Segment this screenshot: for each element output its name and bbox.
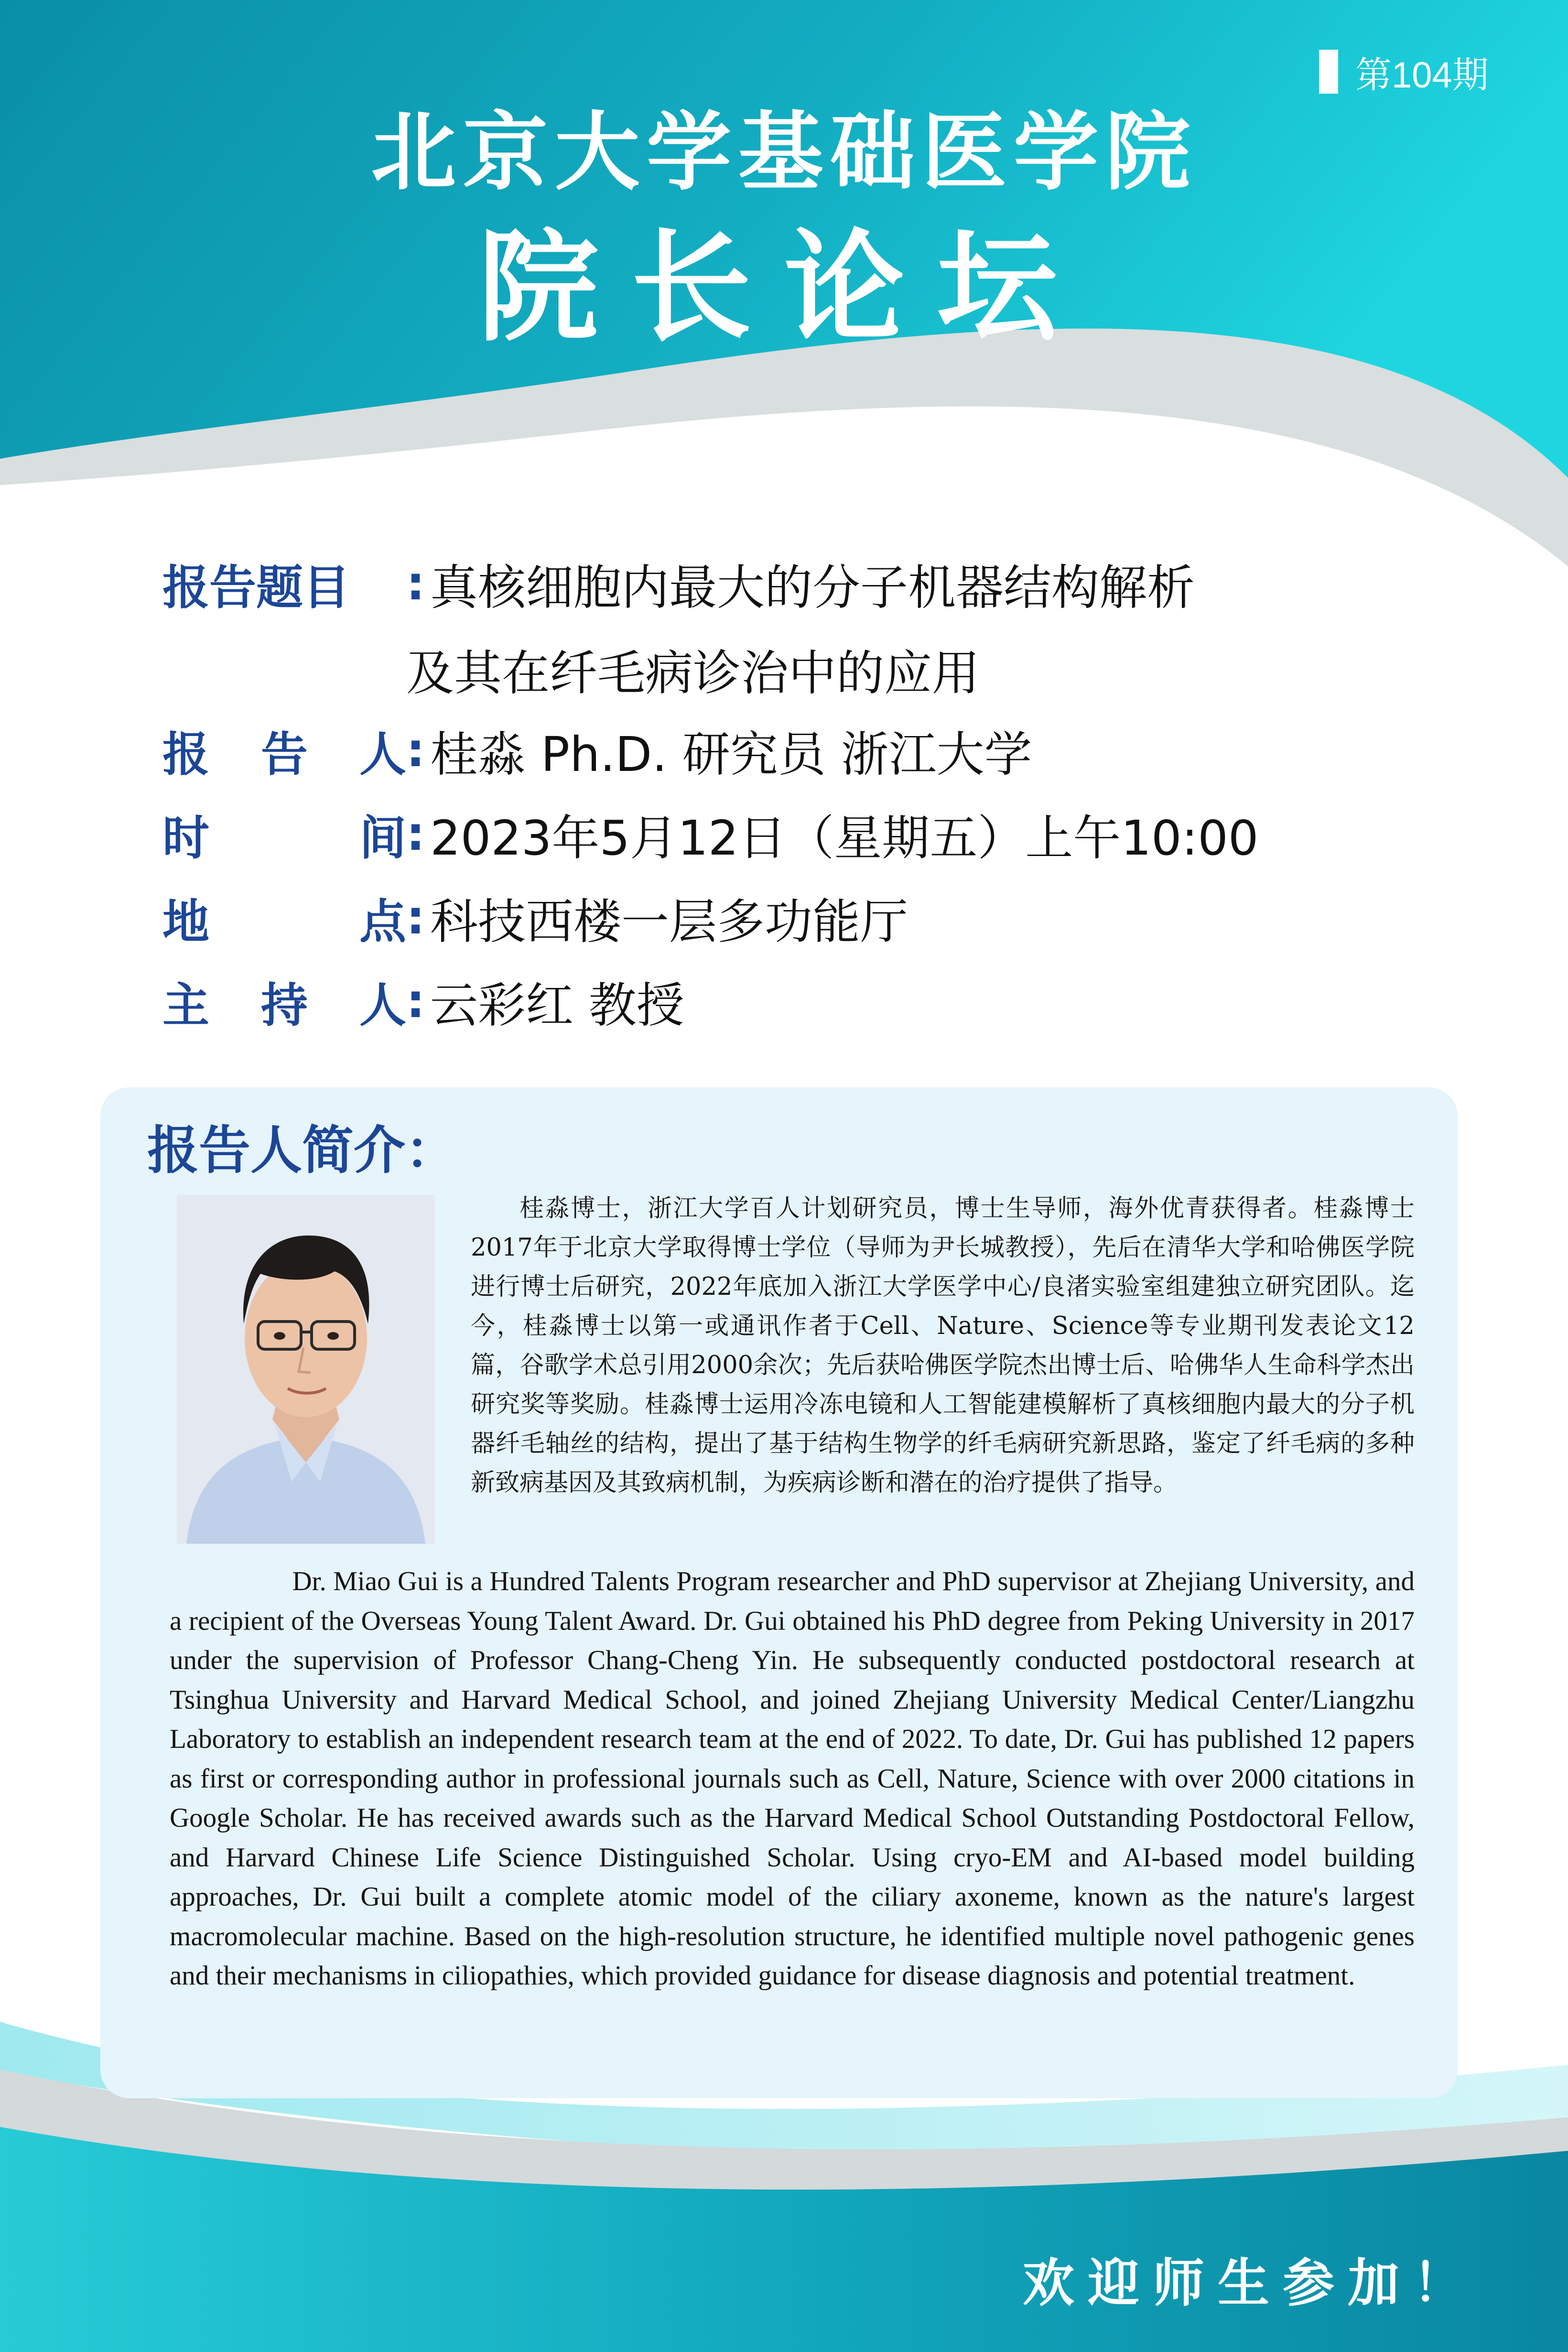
- info-value-time: 2023年5月12日（星期五）上午10:00: [430, 810, 1259, 866]
- school-title: 北京大学基础医学院: [371, 103, 1197, 202]
- info-row-host: [162, 965, 684, 1037]
- info-colon: :: [406, 723, 425, 778]
- label-char: 点: [359, 894, 406, 949]
- bio-english: Dr. Miao Gui is a Hundred Talents Program researcher and PhD supervisor at Zhejiang University, and a recipient of the Overseas Young Talent Award. Dr. Gui obtained his PhD degree from Peking University in 2017 under the supervision of Professor Chang-Cheng Yin. He subsequently conducted postdoctoral research at Tsinghua University and Harvard Medical School, and joined Zhejiang University Medical Center/Liangzhu Laboratory to establish an independent research team at the end of 2022. To date, Dr. Gui has published 12 papers as first or corresponding author in professional journals such as Cell, Nature, Science with over 2000 citations in Google Scholar. He has received awards such as the Harvard Medical School Outstanding Postdoctoral Fellow, and Harvard Chinese Life Science Distinguished Scholar. Using cryo-EM and AI-based model building approaches, Dr. Gui built a complete atomic model of the ciliary axoneme, known as the nature's largest macromolecular machine. Based on the high-resolution structure, he identified multiple novel pathogenic genes and their mechanisms in ciliopathies, which provided guidance for disease diagnosis and potential treatment.: [170, 1566, 1415, 1991]
- issue-text: 第104期: [1355, 54, 1489, 96]
- info-row-time: [162, 798, 1259, 870]
- info-value-host: 云彩红 教授: [430, 977, 684, 1033]
- label-char: 主: [162, 978, 210, 1033]
- info-value-speaker: 桂淼 Ph.D. 研究员 浙江大学: [430, 726, 1032, 782]
- bio-chinese: 桂淼博士，浙江大学百人计划研究员，博士生导师，海外优青获得者。桂淼博士2017年于北京大学取得博士学位（导师为尹长城教授），先后在清华大学和哈佛医学院进行博士后研究，2022年底加入浙江大学医学中心/良渚实验室组建独立研究团队。迄今，桂淼博士以第一或通讯作者于Cell、Nature、Science等专业期刊发表论文12篇，谷歌学术总引用2000余次；先后获哈佛医学院杰出博士后、哈佛华人生命科学杰出研究奖等奖励。桂淼博士运用冷冻电镜和人工智能建模解析了真核细胞内最大的分子机器纤毛轴丝的结构，提出了基于结构生物学的纤毛病研究新思路，鉴定了纤毛病的多种新致病基因及其致病机制，为疾病诊断和潜在的治疗提供了指导。: [471, 1194, 1415, 1497]
- info-colon: :: [406, 974, 425, 1029]
- info-label-speaker: [162, 717, 406, 784]
- label-char: 间: [359, 811, 406, 866]
- info-row-topic: [162, 548, 1195, 619]
- label-char: 时: [162, 811, 210, 866]
- info-row-location: [162, 882, 908, 954]
- label-char: 人: [359, 978, 406, 1033]
- info-label-host: [162, 968, 406, 1035]
- info-colon: :: [406, 890, 425, 945]
- label-char: 持: [260, 978, 308, 1033]
- info-value-topic: 真核细胞内最大的分子机器结构解析: [430, 560, 1195, 616]
- speaker-photo: [177, 1195, 435, 1544]
- info-colon: :: [406, 556, 425, 611]
- bio-heading: 报告人简介：: [147, 1121, 457, 1181]
- info-value-location: 科技西楼一层多功能厅: [430, 894, 908, 950]
- welcome-message: 欢迎师生参加！: [1023, 2254, 1478, 2313]
- info-label-location: [162, 884, 406, 952]
- speaker-portrait-illustration: [177, 1195, 435, 1544]
- info-label-topic: 报告题目: [162, 560, 350, 615]
- label-char: 地: [162, 894, 210, 949]
- forum-title: 院长论坛: [478, 218, 1090, 358]
- info-value-topic-line2: 及其在纤毛病诊治中的应用: [406, 645, 980, 701]
- label-char: 人: [359, 727, 406, 782]
- label-char: 告: [260, 727, 308, 782]
- info-row-speaker: [162, 715, 1032, 786]
- info-label-time: [162, 801, 406, 868]
- info-colon: :: [406, 807, 425, 861]
- label-char: 报: [162, 727, 210, 782]
